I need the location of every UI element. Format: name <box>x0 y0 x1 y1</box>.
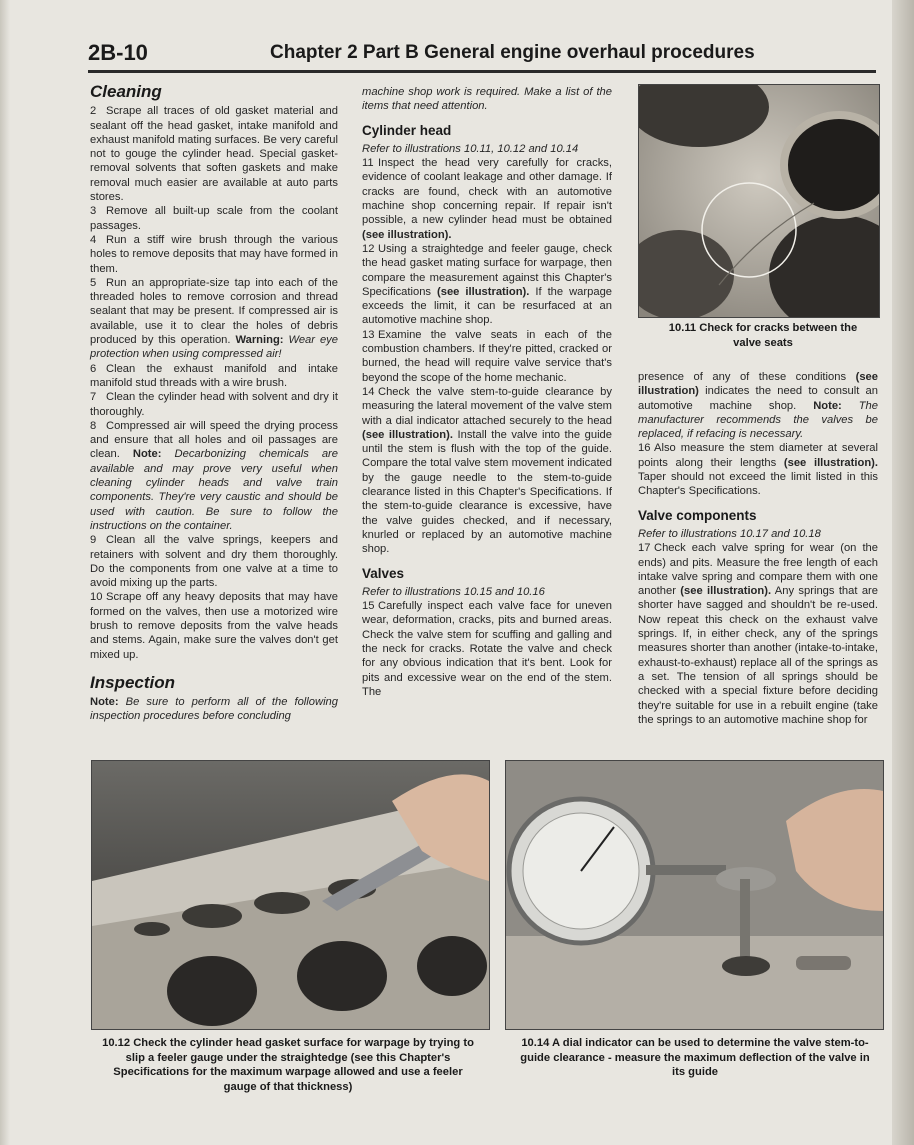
paragraph-4: 4 Run a stiff wire brush through the various holes to remove deposits that may have formed in them. <box>90 233 338 275</box>
subheading-valves: Valves <box>362 565 405 581</box>
paragraph-16: 16 Also measure the stem diameter at several points along their lengths (see illustration). Taper should not exceed the limit listed in this Chapter's Specifications. <box>638 442 878 498</box>
paragraph-13: 13 Examine the valve seats in each of the combustion chambers. If they're pitted, cracked or burned, the head will require valve service that's beyond the scope of the home mechanic. <box>362 328 612 384</box>
inspection-note: Note: Be sure to perform all of the following inspection procedures before concluding <box>90 696 339 723</box>
paragraph-10: 10 Scrape off any heavy deposits that may have formed on the valves, then use a motorized wire brush to remove deposits from the valve heads and stems. Again, make sure the valves don't get mixed up. <box>90 591 338 661</box>
valves-reference: Refer to illustrations 10.15 and 10.16 <box>362 585 545 598</box>
figure-10-12-photo <box>91 760 490 1030</box>
subheading-cylinder-head: Cylinder head <box>362 122 452 138</box>
page-header <box>88 40 876 72</box>
paragraph-2: 2 Scrape all traces of old gasket material and sealant off the head gasket, intake manifold and exhaust manifold mating surfaces. Be very careful not to gouge the cylinder head. Special gasket-removal solvents that soften gaskets and make removal much easier are available at auto parts stores. <box>90 105 338 204</box>
chapter-title: Chapter 2 Part B General engine overhaul procedures <box>270 42 755 63</box>
column-1 <box>90 82 339 724</box>
valve-components-reference: Refer to illustrations 10.17 and 10.18 <box>638 527 821 540</box>
figure-10-14-caption: 10.14 A dial indicator can be used to determine the valve stem-to-guide clearance - measure the maximum deflection of the valve in its guide <box>520 1037 870 1078</box>
column-2 <box>362 85 612 699</box>
header-rule <box>88 70 876 73</box>
note-label: Note: <box>132 448 162 461</box>
paragraph-11: 11 Inspect the head very carefully for cracks, evidence of coolant leakage and other damage. If cracks are found, check with an automotive machine shop concerning repair. If repair isn't possible, a new cylinder head must be obtained (see illustration). <box>362 157 612 241</box>
paragraph-9: 9 Clean all the valve springs, keepers and retainers with solvent and dry them thoroughly. Do the components from one valve at a time to avoid mixing up the parts. <box>90 534 338 590</box>
warning-text: Wear eye protection when using compressed air! <box>90 334 338 361</box>
paragraph-17: 17 Check each valve spring for wear (on the ends) and pits. Measure the free length of each intake valve spring and compare them with one another (see illustration). Any springs that are shorter have sagged and shouldn't be re-used. Now repeat this check on the exhaust valve springs. If, in either check, any of the springs measures shorter than another (intake-to-intake, exhaust-to-exhaust) replace all of the springs as a set. The tension of all springs should be checked with a special fixture before deciding they're suitable for use in a rebuilt engine (take the springs to an automotive machine shop for <box>638 542 878 726</box>
page-edge-right <box>892 0 914 1145</box>
warning-label: Warning: <box>235 334 284 347</box>
page-number: 2B-10 <box>88 40 148 65</box>
paragraph-12: 12 Using a straightedge and feeler gauge, check the head gasket mating surface for warpage, then compare the measurement against this Chapter's Specifications (see illustration). If the warpage exceeds the limit, it can be resurfaced at an automotive machine shop. <box>362 242 613 327</box>
note-text: Decarbonizing chemicals are available and may prove very useful when cleaning cylinder heads and valve train components. They're very caustic and should be used with caution. Be sure to follow the instructions on the container. <box>90 448 338 532</box>
figure-10-11-photo <box>638 84 880 318</box>
paragraph-8: 8 Compressed air will speed the drying process and ensure that all holes and oil passages are clean. Note: Decarbonizing chemicals are available and may prove very useful when cleaning cylinder heads and valve train components. They're very caustic and should be used with caution. Be sure to follow the instructions on the container. <box>90 419 338 532</box>
section-heading-cleaning: Cleaning <box>90 82 162 101</box>
paragraph-14: 14 Check the valve stem-to-guide clearance by measuring the lateral movement of the valve stem with a dial indicator attached securely to the head (see illustration). Install the valve into the guide until the stem is flush with the top of the guide. Compare the total valve stem movement indicated by the gauge needle to the stem-to-guide clearance listed in this Chapter's Specifications. If the stem-to-guide clearance is excessive, have the valve guides checked, and if necessary, knurled or replaced by an automotive machine shop. <box>362 385 612 556</box>
paragraph-15: 15 Carefully inspect each valve face for uneven wear, deformation, cracks, pits and burned areas. Check the valve stem for scuffing and galling and the neck for cracks. Rotate the valve and check for any obvious indication that it's bent. Look for pits and excessive wear on the end of the stem. The <box>362 600 612 698</box>
figure-10-12-caption: 10.12 Check the cylinder head gasket surface for warpage by trying to slip a feeler gauge under the straightedge (see this Chapter's Specifications for the maximum warpage allowed and use a feeler gauge of that thickness) <box>102 1037 474 1093</box>
paragraph-3: 3 Remove all built-up scale from the coolant passages. <box>90 205 338 232</box>
section-heading-inspection: Inspection <box>90 672 176 692</box>
column-3 <box>638 370 878 727</box>
paragraph-5: 5 Run an appropriate-size tap into each of the threaded holes to remove corrosion and thread sealant that may be present. If compressed air is available, use it to clear the holes of debris produced by this operation. Warning: Wear eye protection when using compressed air! <box>90 276 338 361</box>
subheading-valve-components: Valve components <box>638 507 757 523</box>
paragraph-6: 6 Clean the exhaust manifold and intake manifold stud threads with a wire brush. <box>90 362 338 389</box>
page-edge-left <box>0 0 10 1145</box>
column-2-intro: machine shop work is required. Make a list of the items that need attention. <box>362 86 612 113</box>
cylinder-head-reference: Refer to illustrations 10.11, 10.12 and 10.14 <box>362 142 579 155</box>
figure-10-14-photo <box>505 760 884 1030</box>
paragraph-7: 7 Clean the cylinder head with solvent and dry it thoroughly. <box>90 391 338 418</box>
figure-10-11-caption: 10.11 Check for cracks between the valve seats <box>668 322 858 349</box>
column-3-intro: presence of any of these conditions (see illustration) indicates the need to consult an automotive machine shop. Note: The manufacturer recommends the valves be replaced, if refacing is necessary. <box>638 371 879 441</box>
